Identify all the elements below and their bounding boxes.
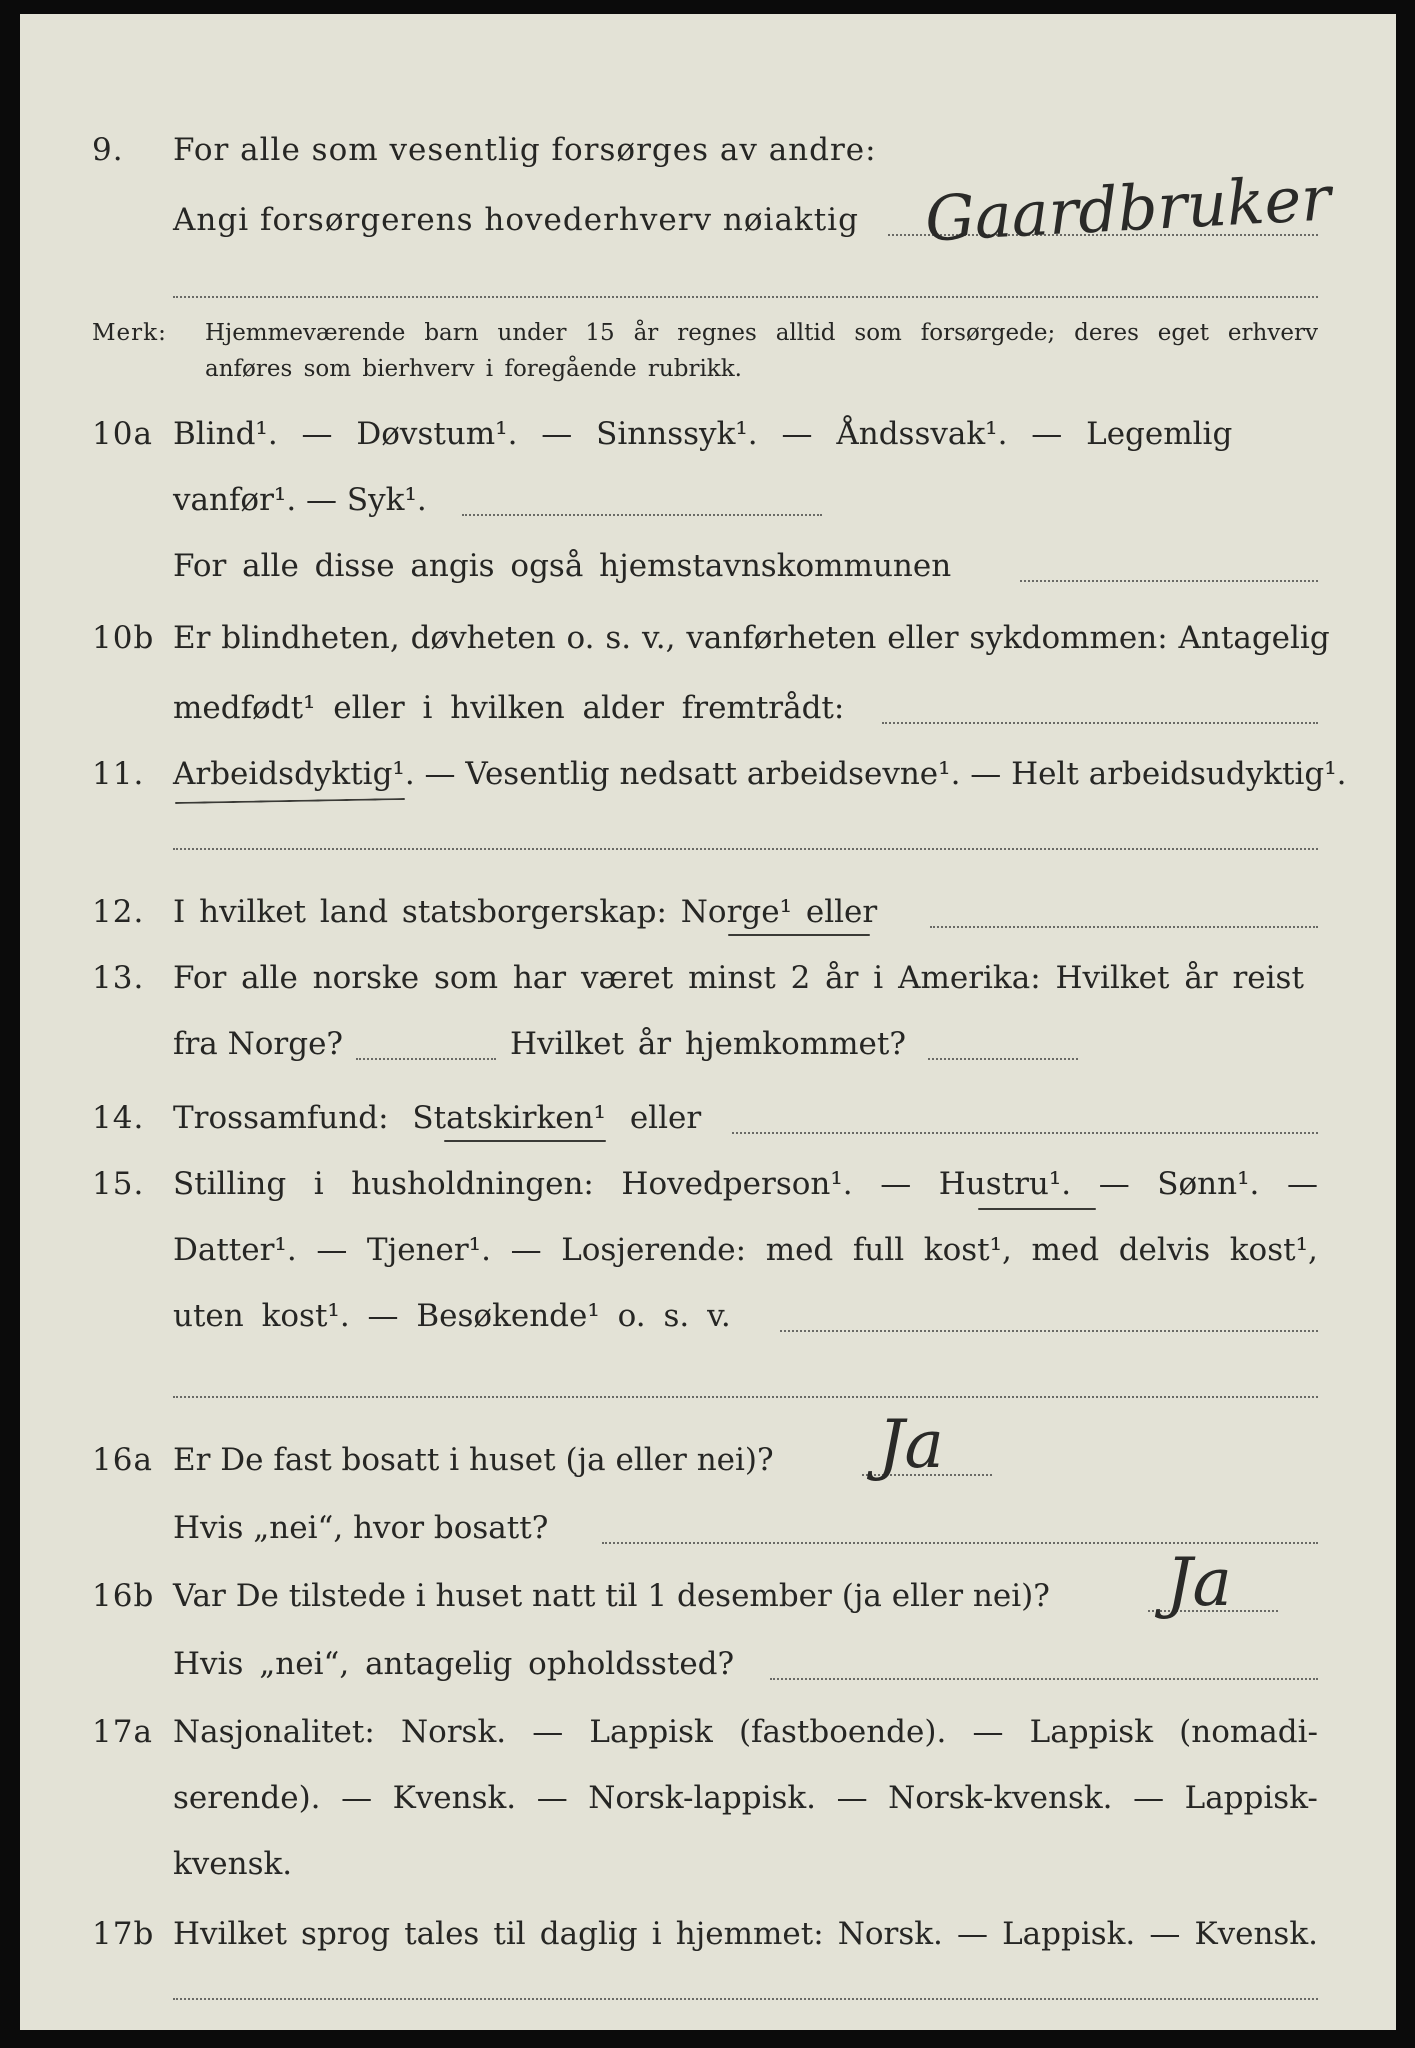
q11-row-1 — [20, 756, 1396, 796]
q10a-row-1 — [20, 416, 1396, 456]
q10a-municipality-line — [1020, 580, 1318, 582]
q13-row-1 — [20, 960, 1396, 1000]
q17b-text-line1: Hvilket sprog tales til daglig i hjemmet: Norsk. — Lappisk. — Kvensk. — [173, 1916, 1318, 1952]
q14-underline-mark — [444, 1140, 606, 1142]
q10a-text-line1: Blind¹. — Døvstum¹. — Sinnssyk¹. — Åndssvak¹. — Legemlig — [173, 416, 1233, 452]
q10b-age-line — [882, 722, 1318, 724]
q10a-row-3 — [20, 548, 1396, 588]
q17a-text-line1: Nasjonalitet: Norsk. — Lappisk (fastboende). — Lappisk (nomadi- — [173, 1714, 1318, 1750]
q14-number: 14. — [92, 1100, 145, 1136]
q14-text-line1: Trossamfund: Statskirken¹ eller — [173, 1100, 702, 1136]
q12-underline-mark — [728, 934, 870, 936]
q10a-text-line2: vanfør¹. — Syk¹. — [173, 482, 427, 518]
q16a-handwritten-answer: Ja — [878, 1406, 944, 1483]
q16b-location-line — [770, 1678, 1318, 1680]
q16a-number: 16a — [92, 1442, 153, 1478]
q13-text-line2b: Hvilket år hjemkommet? — [510, 1026, 906, 1062]
q9-text-line2: Angi forsørgerens hovederhverv nøiaktig — [173, 202, 859, 238]
q15-row-2 — [20, 1232, 1396, 1272]
q17a-text-line3: kvensk. — [173, 1846, 293, 1882]
q17b-number: 17b — [92, 1916, 155, 1952]
q15-text-line1: Stilling i husholdningen: Hovedperson¹. — Hustru¹. — Sønn¹. — — [173, 1166, 1318, 1202]
q12-number: 12. — [92, 894, 145, 930]
q15-text-line3: uten kost¹. — Besøkende¹ o. s. v. — [173, 1298, 731, 1334]
q13-year-left-line — [356, 1058, 496, 1060]
q16b-text-line2: Hvis „nei“, antagelig opholdssted? — [173, 1646, 735, 1682]
q12-other-country-line — [930, 926, 1318, 928]
q16b-row-2 — [20, 1646, 1396, 1686]
q15-other-line — [780, 1330, 1318, 1332]
q10a-text-line3: For alle disse angis også hjemstavnskommunen — [173, 548, 952, 584]
q14-row-1 — [20, 1100, 1396, 1140]
q17a-row-1 — [20, 1714, 1396, 1754]
q13-year-returned-line — [928, 1058, 1078, 1060]
q12-row-1 — [20, 894, 1396, 934]
q9-text-line1: For alle som vesentlig forsørges av andre: — [173, 132, 877, 168]
q11-underline-mark — [175, 798, 405, 804]
q17a-row-2 — [20, 1780, 1396, 1820]
merk-text-line2: anføres som bierhverv i foregående rubrikk. — [205, 356, 742, 382]
q9-number: 9. — [92, 132, 124, 168]
census-form-page — [20, 14, 1396, 2030]
q10b-text-line2: medfødt¹ eller i hvilken alder fremtrådt: — [173, 690, 845, 726]
q12-text-line1: I hvilket land statsborgerskap: Norge¹ eller — [173, 894, 878, 930]
q17b-answer-line — [173, 1998, 1318, 2000]
q13-text-line2a: fra Norge? — [173, 1026, 344, 1062]
q17b-row-1 — [20, 1916, 1396, 1956]
q10b-number: 10b — [92, 620, 155, 656]
q10b-row-2 — [20, 690, 1396, 730]
q10a-number: 10a — [92, 416, 153, 452]
merk-label: Merk: — [92, 320, 167, 346]
q13-number: 13. — [92, 960, 145, 996]
q17a-number: 17a — [92, 1714, 153, 1750]
q15-row-1 — [20, 1166, 1396, 1206]
q15-text-line2: Datter¹. — Tjener¹. — Losjerende: med full kost¹, med delvis kost¹, — [173, 1232, 1318, 1268]
q16b-handwritten-answer: Ja — [1166, 1544, 1232, 1621]
q9-row-1 — [20, 132, 1396, 172]
q16b-number: 16b — [92, 1578, 155, 1614]
q15-number: 15. — [92, 1166, 145, 1202]
q10a-sick-line — [462, 514, 822, 516]
q10a-row-2 — [20, 482, 1396, 522]
merk-row-2 — [20, 356, 1396, 388]
q15-underline-mark — [978, 1208, 1096, 1210]
q15-row-3 — [20, 1298, 1396, 1338]
q11-text-line1: Arbeidsdyktig¹. — Vesentlig nedsatt arbeidsevne¹. — Helt arbeidsudyktig¹. — [173, 756, 1347, 792]
q11-number: 11. — [92, 756, 145, 792]
q16a-row-1 — [20, 1442, 1396, 1482]
q16a-text-line1: Er De fast bosatt i huset (ja eller nei)? — [173, 1442, 774, 1478]
q17a-row-3 — [20, 1846, 1396, 1886]
q17a-text-line2: serende). — Kvensk. — Norsk-lappisk. — Norsk-kvensk. — Lappisk- — [173, 1780, 1318, 1816]
q11-extra-line — [173, 848, 1318, 850]
merk-text-line1: Hjemmeværende barn under 15 år regnes alltid som forsørgede; deres eget erhverv — [205, 320, 1318, 346]
q9-handwritten-answer: Gaardbruker — [923, 161, 1333, 256]
q16b-text-line1: Var De tilstede i huset natt til 1 desember (ja eller nei)? — [173, 1578, 1050, 1614]
q10b-row-1 — [20, 620, 1396, 660]
q15-extra-line — [173, 1396, 1318, 1398]
q13-row-2 — [20, 1026, 1396, 1066]
merk-row-1 — [20, 320, 1396, 352]
q16a-text-line2: Hvis „nei“, hvor bosatt? — [173, 1510, 549, 1546]
q13-text-line1: For alle norske som har været minst 2 år i Amerika: Hvilket år reist — [173, 960, 1304, 996]
q9-extra-line — [173, 296, 1318, 298]
q10b-text-line1: Er blindheten, døvheten o. s. v., vanførheten eller sykdommen: Antagelig — [173, 620, 1330, 656]
q14-other-faith-line — [732, 1132, 1318, 1134]
